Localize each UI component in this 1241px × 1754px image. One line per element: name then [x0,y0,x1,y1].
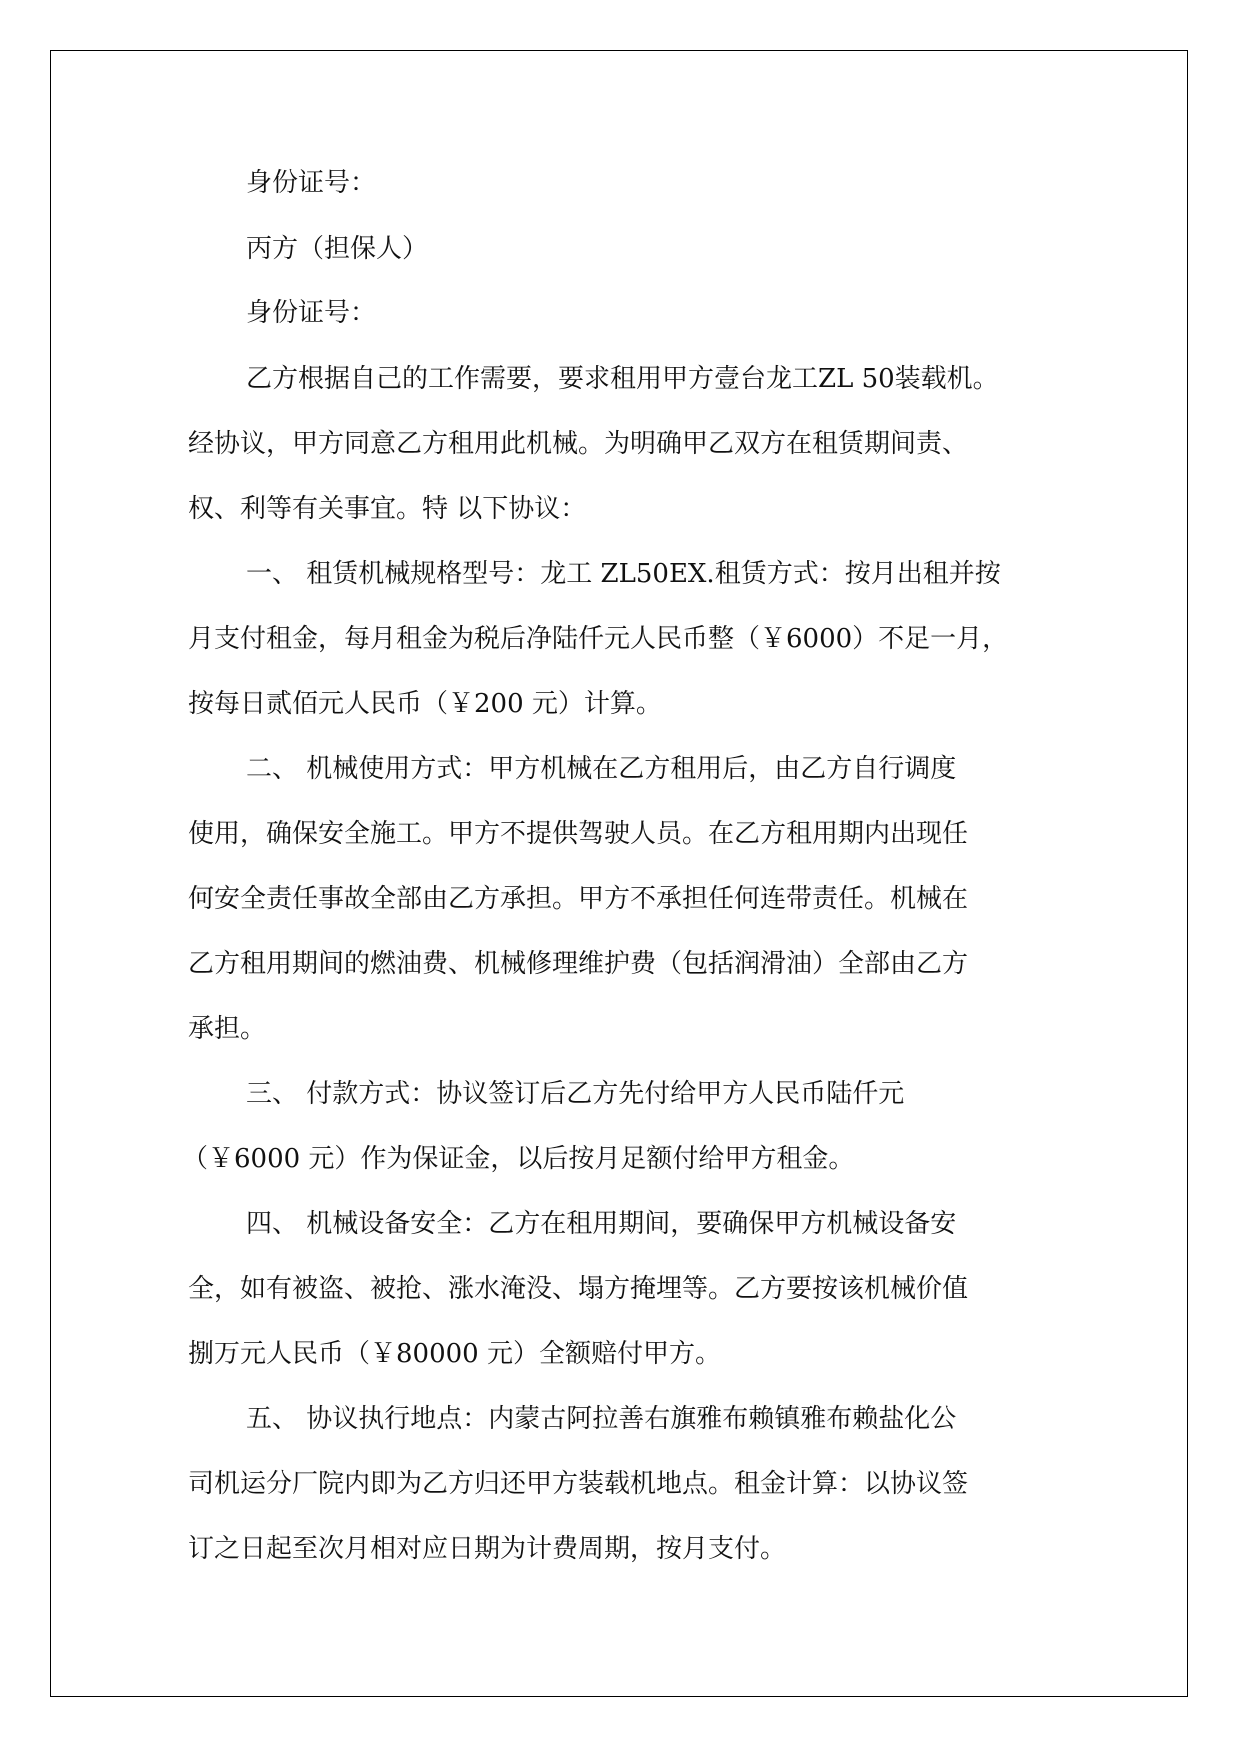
intro-line-2: 经协议，甲方同意乙方租用此机械。为明确甲乙双方在租赁期间责、 [188,429,969,459]
clause-4-line-3: 捌万元人民币（￥80000 元）全额赔付甲方。 [188,1339,721,1369]
clause-3-line-1: 三、 付款方式：协议签订后乙方先付给甲方人民币陆仟元 [246,1079,905,1109]
clause-1-line-1: 一、 租赁机械规格型号：龙工 ZL50EX.租赁方式：按月出租并按 [246,559,1001,589]
intro-line-1: 乙方根据自己的工作需要，要求租用甲方壹台龙工ZL 50装载机。 [246,364,999,394]
clause-3-line-2: （￥6000 元）作为保证金，以后按月足额付给甲方租金。 [182,1144,855,1174]
clause-4-line-2: 全，如有被盗、被抢、涨水淹没、塌方掩埋等。乙方要按该机械价值 [188,1274,969,1304]
clause-2-line-4: 乙方租用期间的燃油费、机械修理维护费（包括润滑油）全部由乙方 [188,949,969,979]
clause-2-line-3: 何安全责任事故全部由乙方承担。甲方不承担任何连带责任。机械在 [188,884,969,914]
clause-2-line-1: 二、 机械使用方式：甲方机械在乙方租用后，由乙方自行调度 [246,754,957,784]
page-border [50,50,1188,1697]
intro-line-3: 权、利等有关事宜。特 以下协议： [188,494,587,524]
clause-5-line-1: 五、 协议执行地点：内蒙古阿拉善右旗雅布赖镇雅布赖盐化公 [246,1404,957,1434]
clause-2-line-2: 使用，确保安全施工。甲方不提供驾驶人员。在乙方租用期内出现任 [188,819,969,849]
clause-5-line-2: 司机运分厂院内即为乙方归还甲方装载机地点。租金计算：以协议签 [188,1469,969,1499]
clause-4-line-1: 四、 机械设备安全：乙方在租用期间，要确保甲方机械设备安 [246,1209,957,1239]
clause-1-line-3: 按每日贰佰元人民币（￥200 元）计算。 [188,689,662,719]
clause-1-line-2: 月支付租金，每月租金为税后净陆仟元人民币整（￥6000）不足一月， [188,624,1009,654]
id-number-label-1: 身份证号： [246,168,377,198]
clause-2-line-5: 承担。 [188,1014,267,1044]
id-number-label-2: 身份证号： [246,298,377,328]
guarantor-label: 丙方（担保人） [246,234,429,264]
clause-5-line-3: 订之日起至次月相对应日期为计费周期，按月支付。 [188,1534,787,1564]
